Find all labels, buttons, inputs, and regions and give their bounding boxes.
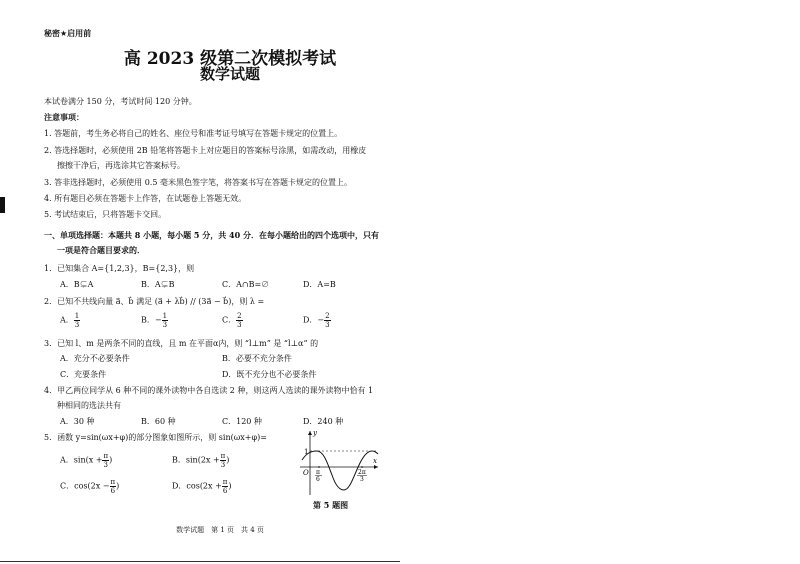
q4-option-d: D．240 种 — [303, 417, 344, 426]
q1-option-c: C．A∩B=∅ — [222, 280, 270, 289]
page-footer: 数学试题 第 1 页 共 4 页 — [176, 526, 264, 534]
notes-heading: 注意事项： — [44, 112, 84, 122]
page-bottom-edge — [0, 561, 400, 562]
x-axis-arrow-icon — [374, 465, 378, 469]
q2-option-a: A． $\frac{1}{3}$ — [60, 312, 80, 329]
tick-label-2pi3-num: 2π — [358, 469, 366, 476]
q3-option-d: D．既不充分也不必要条件 — [222, 370, 317, 379]
q5-stem: 5．函数 y=sin(ωx+φ)的部分图象如图所示，则 sin(ωx+φ)= — [44, 433, 267, 442]
scan-mark — [0, 197, 5, 213]
q1-option-a: A．B⊊A — [60, 280, 94, 289]
intro-text: 本试卷满分 150 分，考试时间 120 分钟。 — [44, 97, 197, 106]
y-axis-arrow-icon — [308, 431, 312, 435]
section-heading-cont: 一项是符合题目要求的． — [57, 245, 145, 255]
secret-label: 秘密★启用前 — [44, 29, 92, 38]
note-item: 擦擦干净后，再选涂其它答案标号。 — [57, 161, 185, 170]
y-label: y — [313, 429, 317, 437]
q3-option-b: B．必要不充分条件 — [222, 354, 292, 363]
x-label: x — [373, 457, 377, 465]
note-item: 2. 答选择题时，必须使用 2B 铅笔将答题卡上对应题目的答案标号涂黑，如需改动，用橡皮 — [44, 146, 367, 155]
subject-title: 数学试题 — [199, 65, 260, 83]
q1-stem: 1．已知集合 A={1,2,3}，B={2,3}，则 — [44, 264, 195, 273]
q5-option-b: B．sin(2x + $\frac{\pi}{3}$ ) — [172, 452, 230, 469]
q3-option-a: A．充分不必要条件 — [60, 354, 130, 363]
q4-stem-cont: 种相同的选法共有 — [57, 401, 121, 410]
exam-title: 高 2023 级第二次模拟考试 — [123, 49, 337, 69]
tick-label-pi6-num: π — [316, 469, 320, 476]
note-item: 1. 答题前，考生务必将自己的姓名、座位号和准考证号填写在答题卡规定的位置上。 — [44, 129, 343, 138]
q5-graph-figure — [298, 427, 380, 497]
q5-option-a: A．sin(x + $\frac{\pi}{3}$ ) — [60, 452, 113, 469]
q5-option-c: C．cos(2x − $\frac{\pi}{6}$ ) — [60, 478, 120, 495]
note-item: 4. 所有题目必须在答题卡上作答，在试题卷上答题无效。 — [44, 194, 247, 203]
tick-label-2pi3-den: 3 — [360, 476, 364, 483]
figure-caption: 第 5 题图 — [313, 500, 349, 510]
q3-option-c: C．充要条件 — [60, 370, 107, 379]
section-heading: 一、单项选择题：本题共 8 小题，每小题 5 分，共 40 分．在每小题给出的四个选项中，只有 — [44, 230, 379, 240]
q5-option-d: D．cos(2x + $\frac{\pi}{6}$ ) — [172, 478, 232, 495]
q4-option-b: B．60 种 — [141, 417, 176, 426]
q2-option-d: D．− $\frac{2}{3}$ — [303, 312, 330, 329]
q2-stem: 2．已知不共线向量 a⃗、b⃗ 满足 (a⃗ + λb⃗) // (3a⃗ − b⃗)，则 λ = — [44, 297, 265, 306]
tick-label-pi6-den: 6 — [316, 476, 320, 483]
q1-option-d: D．A=B — [303, 280, 336, 289]
note-item: 3. 答非选择题时，必须使用 0.5 毫米黑色签字笔，将答案书写在答题卡规定的位置上。 — [44, 178, 352, 187]
q4-option-c: C．120 种 — [222, 417, 262, 426]
note-item: 5. 考试结束后，只将答题卡交回。 — [44, 210, 167, 219]
sine-curve — [302, 451, 378, 490]
q3-stem: 3．已知 l、m 是两条不同的直线，且 m 在平面α内，则 “l⊥m” 是 “l⊥α” 的 — [44, 339, 319, 348]
origin-label: O — [303, 469, 309, 477]
q1-option-b: B．A⊊B — [141, 280, 175, 289]
q2-option-b: B．− $\frac{1}{3}$ — [141, 312, 168, 329]
y-one-label: 1 — [304, 448, 309, 456]
q4-option-a: A．30 种 — [60, 417, 95, 426]
q4-stem: 4．甲乙两位同学从 6 种不同的课外读物中各自选读 2 种，则这两人选读的课外读物中恰有 1 — [44, 386, 374, 395]
q2-option-c: C． $\frac{2}{3}$ — [222, 312, 242, 329]
